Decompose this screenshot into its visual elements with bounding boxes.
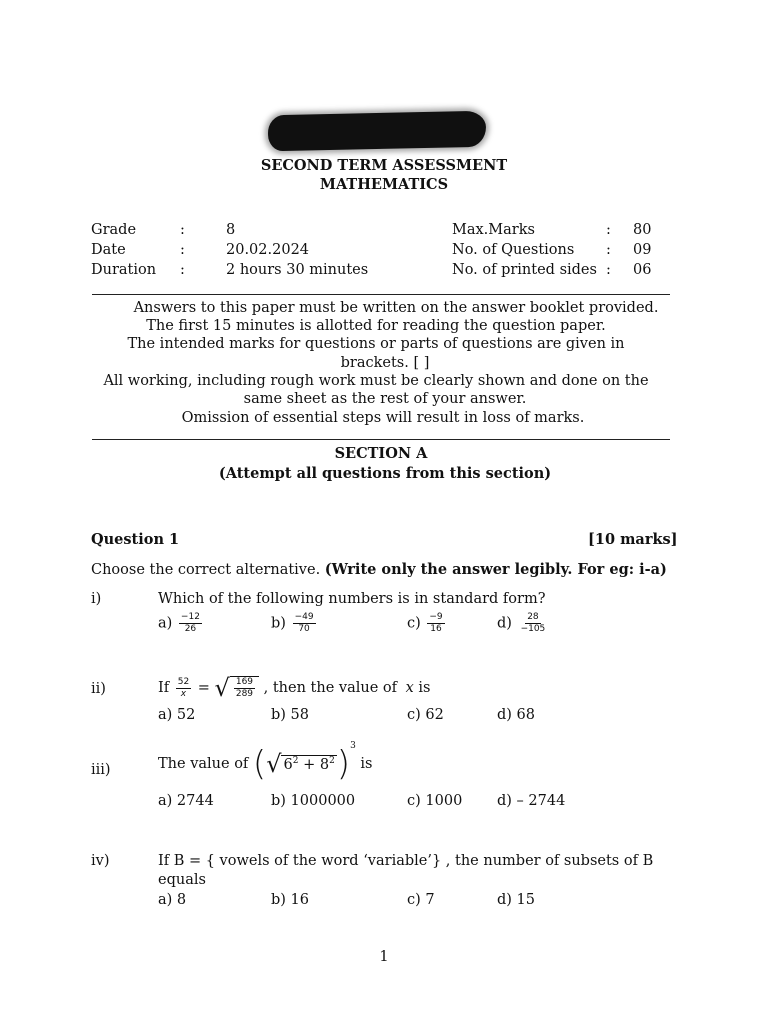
numerator: 28	[527, 612, 539, 622]
question-instruction	[91, 561, 667, 578]
item-text: Which of the following numbers is in standard form?	[158, 591, 546, 607]
exam-title: SECOND TERM ASSESSMENT	[260, 157, 508, 174]
date-colon: :	[180, 242, 185, 258]
numerator: 169	[235, 677, 254, 687]
instruction-line: brackets. [ ]	[340, 355, 430, 371]
date-value: 20.02.2024	[226, 242, 310, 258]
option-b	[271, 612, 318, 635]
text-prefix: The value of	[158, 756, 249, 772]
divider-bottom	[92, 439, 670, 440]
option-a: a) 2744	[158, 793, 214, 809]
instruction-line: Omission of essential steps will result in loss of marks.	[181, 410, 585, 426]
option-d: d) 68	[497, 707, 535, 723]
date-label: Date	[91, 242, 126, 258]
option-d	[497, 612, 549, 635]
item-number: iii)	[91, 762, 111, 778]
duration-colon: :	[180, 262, 185, 278]
option-label: b)	[271, 615, 286, 632]
option-b: b) 16	[271, 892, 309, 908]
grade-colon: :	[180, 222, 185, 238]
fraction	[293, 612, 316, 635]
item-number: ii)	[91, 681, 106, 697]
item-text	[158, 674, 431, 702]
exponent: 2	[329, 756, 335, 767]
numerator: −12	[180, 612, 200, 622]
fraction	[427, 612, 444, 635]
instruction-line: All working, including rough work must be clearly shown and done on the	[103, 373, 649, 389]
redaction-mark	[268, 111, 487, 152]
base: 8	[319, 756, 330, 773]
duration-value: 2 hours 30 minutes	[226, 262, 369, 278]
sqrt-icon: √	[266, 750, 282, 778]
instruction-line: The first 15 minutes is allotted for reading the question paper.	[146, 318, 606, 334]
instruction-bold-text: (Write only the answer legibly. For eg: i-a)	[324, 561, 667, 578]
max-marks-value: 80	[633, 222, 652, 238]
exponent: 2	[292, 756, 299, 767]
text-end: is	[360, 756, 373, 772]
question-label: Question 1	[91, 531, 180, 548]
fraction	[234, 677, 255, 700]
option-c: c) 1000	[407, 793, 463, 809]
sqrt-icon: √	[214, 674, 230, 702]
instruction-line: The intended marks for questions or parts of questions are given in	[127, 336, 625, 352]
text-middle: , then the value of	[263, 680, 398, 696]
numerator: −9	[429, 612, 443, 622]
right-paren-icon: )	[336, 744, 351, 784]
item-number: i)	[91, 591, 102, 607]
option-b: b) 58	[271, 707, 309, 723]
text-prefix: If	[158, 680, 170, 696]
option-a: a) 52	[158, 707, 196, 723]
option-label: d)	[497, 615, 512, 632]
option-d: d) – 2744	[497, 793, 566, 809]
left-paren-icon: (	[252, 744, 267, 784]
questions-label: No. of Questions	[452, 242, 575, 258]
radicand	[230, 676, 259, 700]
grade-value: 8	[226, 222, 236, 238]
fraction	[519, 612, 548, 635]
variable: x	[405, 680, 414, 696]
fraction	[176, 677, 191, 700]
divider-top	[92, 294, 670, 295]
option-label: c)	[407, 615, 421, 632]
option-c	[407, 612, 447, 635]
option-label: a)	[158, 615, 173, 632]
numerator: 52	[177, 676, 190, 687]
sides-value: 06	[633, 262, 652, 278]
item-number: iv)	[91, 853, 110, 869]
question-marks: [10 marks]	[588, 531, 678, 548]
option-a: a) 8	[158, 892, 187, 908]
instruction-text: Choose the correct alternative.	[91, 562, 321, 578]
fraction	[179, 612, 202, 635]
item-text: If B = { vowels of the word ‘variable’} , the number of subsets of B	[158, 853, 654, 869]
item-text	[158, 741, 373, 784]
section-subtitle: (Attempt all questions from this section)	[218, 465, 552, 482]
denominator: 70	[298, 624, 310, 634]
page-number: 1	[379, 949, 389, 965]
option-d: d) 15	[497, 892, 535, 908]
plus-sign: +	[303, 756, 316, 773]
max-marks-colon: :	[606, 222, 611, 238]
denominator: −105	[520, 624, 546, 634]
denominator: x	[180, 688, 187, 699]
base: 6	[283, 756, 293, 773]
instruction-line: Answers to this paper must be written on the answer booklet provided.	[133, 300, 659, 316]
radicand	[281, 755, 336, 773]
questions-colon: :	[606, 242, 611, 258]
option-a	[158, 612, 204, 635]
instruction-line: same sheet as the rest of your answer.	[243, 391, 527, 407]
duration-label: Duration	[91, 262, 157, 278]
option-c: c) 7	[407, 892, 435, 908]
denominator: 16	[430, 624, 442, 634]
section-title: SECTION A	[334, 445, 428, 462]
numerator: −49	[294, 612, 314, 622]
sides-label: No. of printed sides	[452, 262, 597, 278]
option-b: b) 1000000	[271, 793, 356, 809]
max-marks-label: Max.Marks	[452, 222, 535, 238]
item-text-continued: equals	[158, 872, 206, 888]
exam-subject: MATHEMATICS	[319, 176, 449, 193]
outer-exponent: 3	[350, 741, 356, 751]
grade-label: Grade	[91, 222, 137, 238]
sides-colon: :	[606, 262, 611, 278]
text-end: is	[418, 680, 431, 696]
option-c: c) 62	[407, 707, 444, 723]
questions-value: 09	[633, 242, 652, 258]
denominator: 26	[184, 624, 197, 634]
equals-sign: =	[197, 680, 210, 696]
denominator: 289	[235, 689, 254, 699]
